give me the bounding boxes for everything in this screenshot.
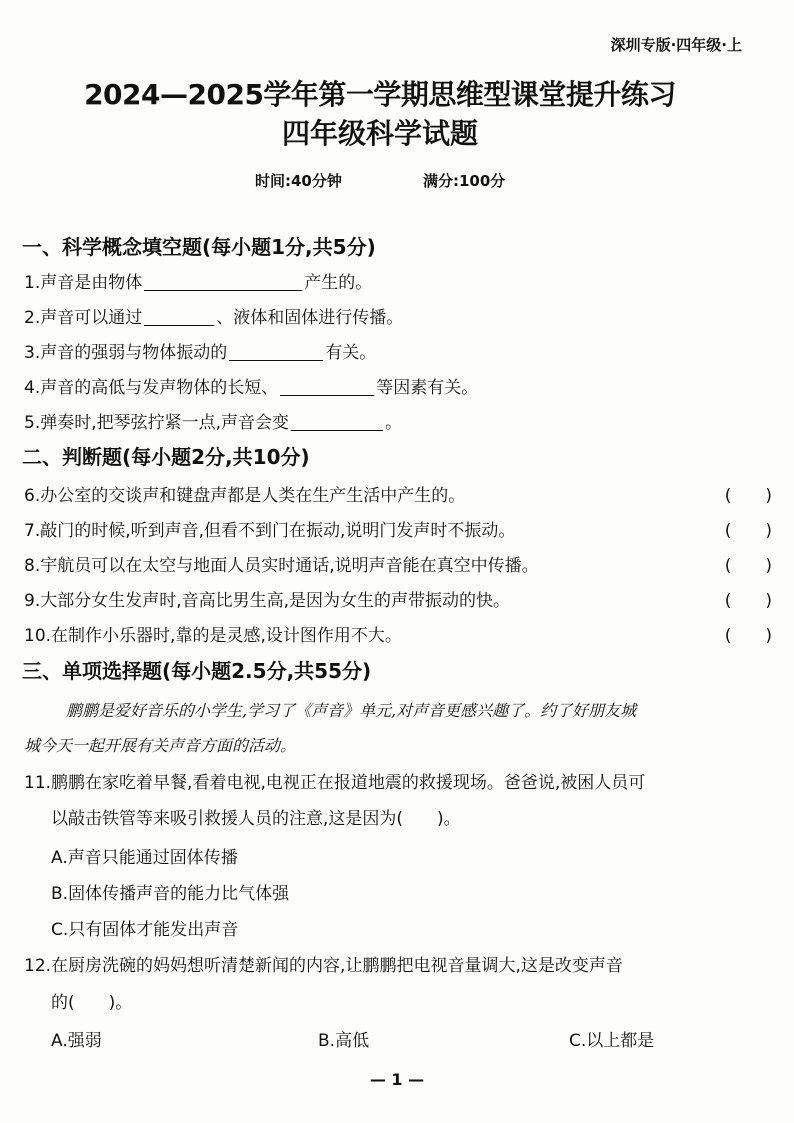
- answer-blank[interactable]: [144, 307, 214, 326]
- question-5-text-end: 。: [385, 413, 403, 433]
- section-fill-in-title: 一、科学概念填空题(每小题1分,共5分): [22, 235, 376, 259]
- question-11-line-2: 以敲击铁管等来吸引救援人员的注意,这是因为( )。: [51, 809, 461, 829]
- page-number: — 1 —: [369, 1070, 425, 1089]
- question-12-line-2: 的( )。: [51, 993, 133, 1013]
- question-11-option-a[interactable]: A.声音只能通过固体传播: [51, 848, 238, 868]
- exam-score: 满分:100分: [423, 172, 506, 190]
- answer-paren[interactable]: ( ): [724, 591, 772, 611]
- answer-blank[interactable]: [291, 412, 383, 431]
- question-10: 10.在制作小乐器时,靠的是灵感,设计图作用不大。: [24, 626, 402, 646]
- question-1-text: 1.声音是由物体: [24, 273, 143, 293]
- question-12-line-1: 12.在厨房洗碗的妈妈想听清楚新闻的内容,让鹏鹏把电视音量调大,这是改变声音: [24, 956, 623, 976]
- section-true-false-title: 二、判断题(每小题2分,共10分): [22, 445, 310, 469]
- question-3-text-end: 有关。: [325, 343, 377, 363]
- answer-paren[interactable]: ( ): [724, 486, 772, 506]
- question-5: [24, 408, 402, 433]
- question-7: 7.敲门的时候,听到声音,但看不到门在振动,说明门发声时不振动。: [24, 521, 516, 541]
- question-2-text-end: 、液体和固体进行传播。: [216, 308, 404, 328]
- question-3: [24, 338, 376, 363]
- answer-paren[interactable]: ( ): [724, 556, 772, 576]
- answer-blank[interactable]: [280, 377, 374, 396]
- question-8: 8.宇航员可以在太空与地面人员实时通话,说明声音能在真空中传播。: [24, 556, 539, 576]
- question-11-option-b[interactable]: B.固体传播声音的能力比气体强: [51, 884, 290, 904]
- question-12-option-c[interactable]: C.以上都是: [569, 1031, 655, 1051]
- question-3-text: 3.声音的强弱与物体振动的: [24, 343, 228, 363]
- answer-blank[interactable]: [144, 272, 302, 291]
- question-4-text-end: 等因素有关。: [376, 378, 479, 398]
- question-4: [24, 373, 478, 398]
- question-12-option-a[interactable]: A.强弱: [51, 1031, 102, 1051]
- question-9: 9.大部分女生发声时,音高比男生高,是因为女生的声带振动的快。: [24, 591, 511, 611]
- answer-paren[interactable]: ( ): [724, 521, 772, 541]
- question-4-text: 4.声音的高低与发声物体的长短、: [24, 378, 279, 398]
- question-11-option-c[interactable]: C.只有固体才能发出声音: [51, 920, 239, 940]
- section-choice-title: 三、单项选择题(每小题2.5分,共55分): [22, 659, 372, 683]
- passage-line-2: 城今天一起开展有关声音方面的活动。: [24, 736, 297, 755]
- question-6: 6.办公室的交谈声和键盘声都是人类在生产生活中产生的。: [24, 486, 466, 506]
- answer-paren[interactable]: ( ): [724, 626, 772, 646]
- question-1: [24, 268, 372, 293]
- exam-subtitle: 四年级科学试题: [281, 117, 478, 150]
- answer-blank[interactable]: [229, 342, 323, 361]
- question-11-line-1: 11.鹏鹏在家吃着早餐,看着电视,电视正在报道地震的救援现场。爸爸说,被困人员可: [24, 773, 646, 793]
- edition-label: 深圳专版·四年级·上: [610, 36, 742, 54]
- question-1-text-end: 产生的。: [304, 273, 373, 293]
- exam-title: 2024—2025学年第一学期思维型课堂提升练习: [84, 78, 676, 111]
- exam-time: 时间:40分钟: [255, 172, 342, 190]
- passage-line-1: 鹏鹏是爱好音乐的小学生,学习了《声音》单元,对声音更感兴趣了。约了好朋友城: [66, 701, 637, 720]
- question-2: [24, 303, 403, 328]
- question-5-text: 5.弹奏时,把琴弦拧紧一点,声音会变: [24, 413, 290, 433]
- question-12-option-b[interactable]: B.高低: [318, 1031, 370, 1051]
- question-2-text: 2.声音可以通过: [24, 308, 143, 328]
